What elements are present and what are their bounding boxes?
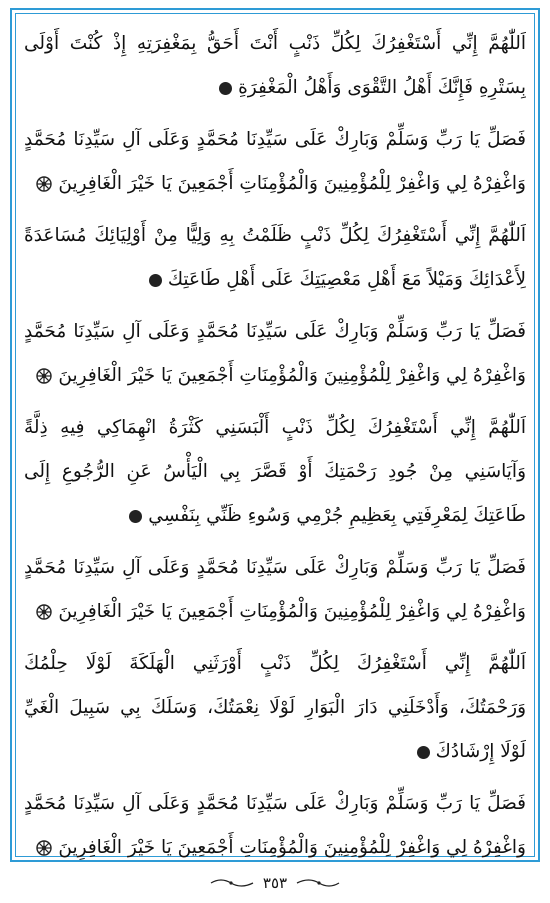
text-line-content: اَللّٰهُمَّ إِنِّي أَسْتَغْفِرُكَ لِكُلِّ ذَنْبٍ أَنْتَ أَحَقُّ بِمَغْفِرَتِهِ إِذْ كُنْتَ أَوْلَى [24,33,526,54]
paragraph-spacer [24,634,526,642]
end-dot-icon [149,274,162,287]
end-dot-icon [219,82,232,95]
text-line [24,310,526,354]
end-dot-icon [417,746,430,759]
dua-paragraph [24,22,526,110]
text-line-content: طَاعَتِكَ لِمَعْرِفَتِي بِعَظِيمِ جُرْمِي وَسُوءِ ظَنِّي بِنَفْسِي [148,505,526,526]
paragraph-spacer [24,110,526,118]
dua-paragraph [24,214,526,302]
footer-ornament-right-icon [295,877,341,889]
text-line [24,590,526,634]
end-dot-icon [129,510,142,523]
text-line [24,642,526,686]
salawat-paragraph [24,782,526,870]
text-line-content: لَوْلَا إِرْشَادُكَ [435,741,526,762]
text-line-content: اَللّٰهُمَّ إِنِّي أَسْتَغْفِرُكَ لِكُلِّ ذَنْبٍ ظَلَمْتُ بِهِ وَلِيًّا مِنْ أَوْلِيَائِكَ مُسَاعَدَةً [24,225,526,246]
text-line-content: اَللّٰهُمَّ إِنِّي أَسْتَغْفِرُكَ لِكُلِّ ذَنْبٍ أَوْرَثَنِي الْهَلَكَةَ لَوْلَا حِلْمُكَ [24,653,526,674]
salawat-paragraph [24,118,526,206]
flower-ornament-icon [36,176,52,192]
page-footer [0,870,550,896]
text-line [24,162,526,206]
text-line [24,686,526,730]
text-line [24,450,526,494]
text-line [24,258,526,302]
text-line [24,826,526,870]
footer-ornament-left-icon [209,877,255,889]
text-line [24,22,526,66]
text-line-content: فَصَلِّ يَا رَبِّ وَسَلِّمْ وَبَارِكْ عَلَى سَيِّدِنَا مُحَمَّدٍ وَعَلَى آلِ سَيِّدِنَا مُحَمَّدٍ [24,557,526,578]
paragraph-spacer [24,774,526,782]
flower-ornament-icon [36,840,52,856]
paragraph-spacer [24,206,526,214]
text-line [24,214,526,258]
text-line-content: لِأَعْدَائِكَ وَمَيْلاً مَعَ أَهْلِ مَعْصِيَتِكَ عَلَى أَهْلِ طَاعَتِكَ [167,269,526,290]
text-line [24,66,526,110]
page-number: ٣٥٣ [262,874,288,892]
text-line-content: وَاغْفِرْهُ لِي وَاغْفِرْ لِلْمُؤْمِنِينَ وَالْمُؤْمِنَاتِ أَجْمَعِينَ يَا خَيْرَ الْغَافِرِينَ [58,365,526,386]
salawat-paragraph [24,546,526,634]
text-line [24,354,526,398]
text-line-content: فَصَلِّ يَا رَبِّ وَسَلِّمْ وَبَارِكْ عَلَى سَيِّدِنَا مُحَمَّدٍ وَعَلَى آلِ سَيِّدِنَا مُحَمَّدٍ [24,321,526,342]
dua-paragraph [24,406,526,538]
text-line-content: فَصَلِّ يَا رَبِّ وَسَلِّمْ وَبَارِكْ عَلَى سَيِّدِنَا مُحَمَّدٍ وَعَلَى آلِ سَيِّدِنَا مُحَمَّدٍ [24,129,526,150]
paragraph-spacer [24,302,526,310]
text-line-content: وَاغْفِرْهُ لِي وَاغْفِرْ لِلْمُؤْمِنِينَ وَالْمُؤْمِنَاتِ أَجْمَعِينَ يَا خَيْرَ الْغَافِرِينَ [58,601,526,622]
prayer-text-body [24,22,526,858]
flower-ornament-icon [36,368,52,384]
salawat-paragraph [24,310,526,398]
text-line-content: بِسَتْرِهِ فَإِنَّكَ أَهْلُ التَّقْوَى وَأَهْلُ الْمَغْفِرَةِ [238,77,526,98]
text-line-content: اَللّٰهُمَّ إِنِّي أَسْتَغْفِرُكَ لِكُلِّ ذَنْبٍ أَلْبَسَنِي كَثْرَةُ انْهِمَاكِي فِيهِ ذِلَّةً [24,417,526,438]
text-line [24,118,526,162]
text-line [24,730,526,774]
text-line-content: وَاغْفِرْهُ لِي وَاغْفِرْ لِلْمُؤْمِنِينَ وَالْمُؤْمِنَاتِ أَجْمَعِينَ يَا خَيْرَ الْغَافِرِينَ [58,173,526,194]
text-line [24,546,526,590]
paragraph-spacer [24,538,526,546]
text-line-content: وَرَحْمَتُكَ، وَأَدْخَلَنِي دَارَ الْبَوَارِ لَوْلَا نِعْمَتُكَ، وَسَلَكَ بِي سَبِيلَ الْغَيِّ [24,697,526,718]
text-line-content: وَاغْفِرْهُ لِي وَاغْفِرْ لِلْمُؤْمِنِينَ وَالْمُؤْمِنَاتِ أَجْمَعِينَ يَا خَيْرَ الْغَافِرِينَ [58,837,526,858]
dua-paragraph [24,642,526,774]
text-line-content: فَصَلِّ يَا رَبِّ وَسَلِّمْ وَبَارِكْ عَلَى سَيِّدِنَا مُحَمَّدٍ وَعَلَى آلِ سَيِّدِنَا مُحَمَّدٍ [24,793,526,814]
text-line-content: وَآيَاسَنِي مِنْ جُودِ رَحْمَتِكَ أَوْ قَصَّرَ بِي الْيَأْسُ عَنِ الرُّجُوعِ إِلَى [24,461,526,482]
text-line [24,494,526,538]
paragraph-spacer [24,398,526,406]
text-line [24,406,526,450]
flower-ornament-icon [36,604,52,620]
text-line [24,782,526,826]
